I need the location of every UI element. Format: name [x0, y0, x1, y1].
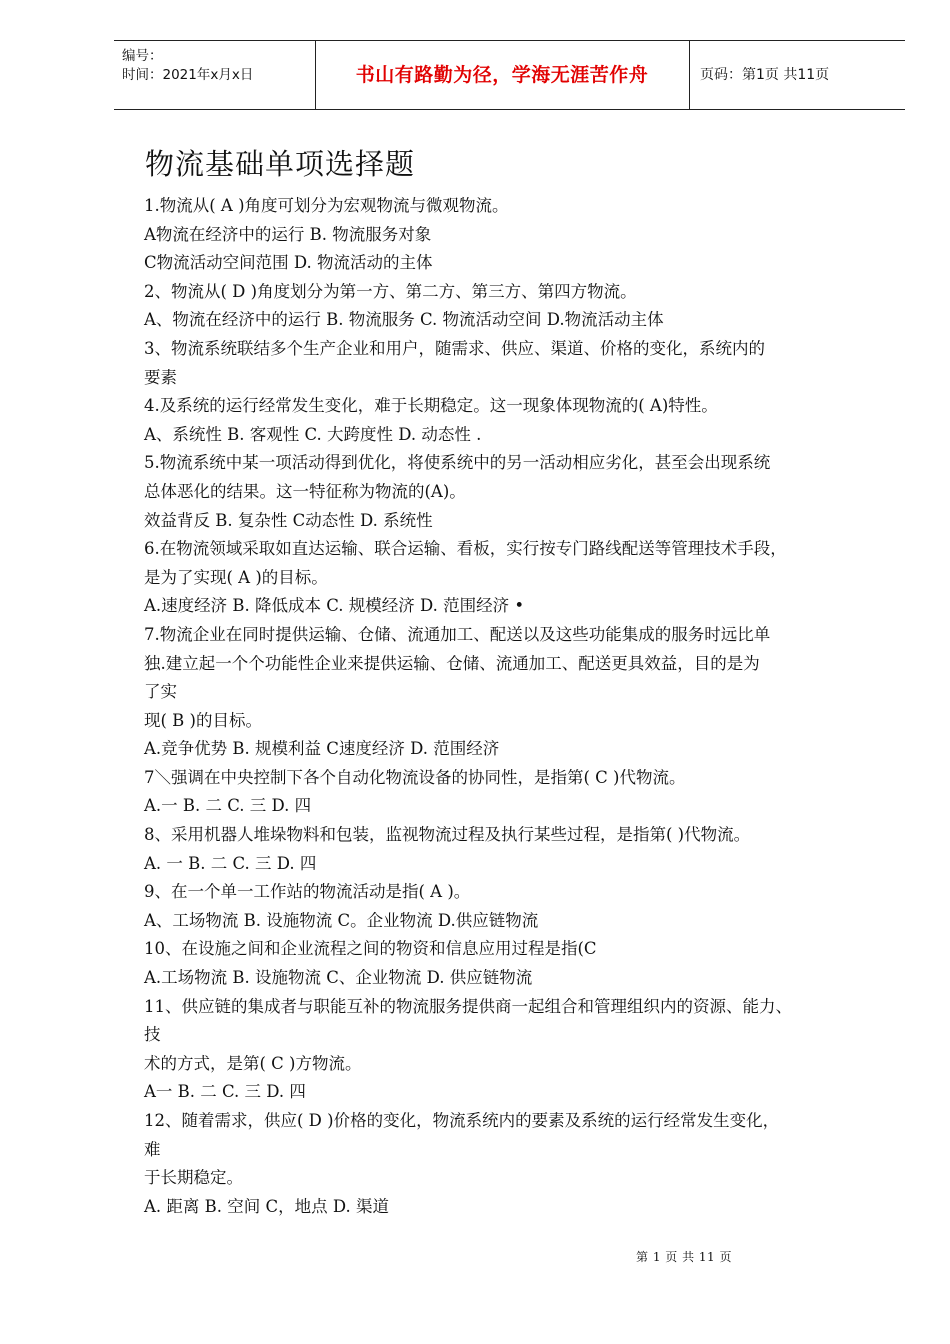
- text-line: 5.物流系统中某一项活动得到优化，将使系统中的另一活动相应劣化，甚至会出现系统: [144, 453, 771, 473]
- text-line: 7＼强调在中央控制下各个自动化物流设备的协同性，是指第( C )代物流。: [144, 767, 686, 787]
- text-line: 11、供应链的集成者与职能互补的物流服务提供商一起组合和管理组织内的资源、能力、: [144, 996, 792, 1016]
- text-line: A物流在经济中的运行 B. 物流服务对象: [144, 224, 432, 244]
- text-line: 12、随着需求，供应( D )价格的变化，物流系统内的要素及系统的运行经常发生变化，: [144, 1111, 780, 1130]
- number-label: 编号：: [122, 48, 163, 64]
- text-line: 10、在设施之间和企业流程之间的物资和信息应用过程是指(C: [144, 939, 597, 959]
- text-line: A. 距离 B. 空间 C，地点 D. 渠道: [144, 1196, 390, 1216]
- document-title: 物流基础单项选择题: [145, 147, 416, 181]
- text-line: 1.物流从( A )角度可划分为宏观物流与微观物流。: [144, 196, 509, 215]
- time-label: 时间：2021年x月x日: [122, 67, 254, 83]
- text-line: A.一 B. 二 C. 三 D. 四: [144, 796, 312, 816]
- text-line: 总体恶化的结果。这一特征称为物流的(A)。: [144, 481, 466, 501]
- text-line: A一 B. 二 C. 三 D. 四: [144, 1082, 306, 1102]
- page-header: [114, 40, 905, 110]
- text-line: A.速度经济 B. 降低成本 C. 规模经济 D. 范围经济 •: [144, 596, 525, 616]
- text-line: 2、物流从( D )角度划分为第一方、第二方、第三方、第四方物流。: [144, 281, 637, 301]
- text-line: 6.在物流领域采取如直达运输、联合运输、看板，实行按专门路线配送等管理技术手段，: [144, 539, 787, 559]
- text-line: 现( B )的目标。: [144, 710, 262, 730]
- text-line: 4.及系统的运行经常发生变化，难于长期稳定。这一现象体现物流的( A)特性。: [144, 396, 718, 416]
- text-line: 3、物流系统联结多个生产企业和用户，随需求、供应、渠道、价格的变化，系统内的: [144, 338, 765, 358]
- text-line: 7.物流企业在同时提供运输、仓储、流通加工、配送以及这些功能集成的服务时远比单: [144, 624, 771, 644]
- text-line: 是为了实现( A )的目标。: [144, 567, 328, 587]
- text-line: A、物流在经济中的运行 B. 物流服务 C. 物流活动空间 D.物流活动主体: [144, 310, 664, 330]
- page-footer: 第 1 页 共 11 页: [636, 1250, 732, 1264]
- text-line: 术的方式，是第( C )方物流。: [144, 1053, 362, 1073]
- header-motto: 书山有路勤为径，学海无涯苦作舟: [355, 64, 649, 86]
- text-line: 要素: [144, 367, 177, 387]
- text-line: 9、在一个单一工作站的物流活动是指( A )。: [144, 882, 471, 902]
- text-line: 效益背反 B. 复杂性 C动态性 D. 系统性: [144, 510, 433, 530]
- header-divider-right: [689, 41, 690, 109]
- text-line: 了实: [144, 682, 177, 702]
- text-line: A.工场物流 B. 设施物流 C、企业物流 D. 供应链物流: [144, 968, 533, 988]
- header-meta: [114, 41, 315, 109]
- text-line: 于长期稳定。: [144, 1168, 243, 1188]
- text-line: A. 一 B. 二 C. 三 D. 四: [144, 853, 317, 873]
- text-line: C物流活动空间范围 D. 物流活动的主体: [144, 253, 433, 273]
- text-line: 独.建立起一个个功能性企业来提供运输、仓储、流通加工、配送更具效益，目的是为: [144, 653, 760, 673]
- text-line: 难: [144, 1139, 161, 1159]
- text-line: A、工场物流 B. 设施物流 C。企业物流 D.供应链物流: [144, 910, 539, 930]
- header-page-info: 页码：第1页 共11页: [700, 67, 830, 83]
- text-line: 技: [144, 1025, 161, 1045]
- text-line: A.竞争优势 B. 规模利益 C速度经济 D. 范围经济: [144, 739, 500, 759]
- question-list: [144, 192, 894, 1221]
- text-line: 8、采用机器人堆垛物料和包装，监视物流过程及执行某些过程，是指第( )代物流。: [144, 825, 751, 845]
- text-line: A、系统性 B. 客观性 C. 大跨度性 D. 动态性 .: [144, 424, 482, 444]
